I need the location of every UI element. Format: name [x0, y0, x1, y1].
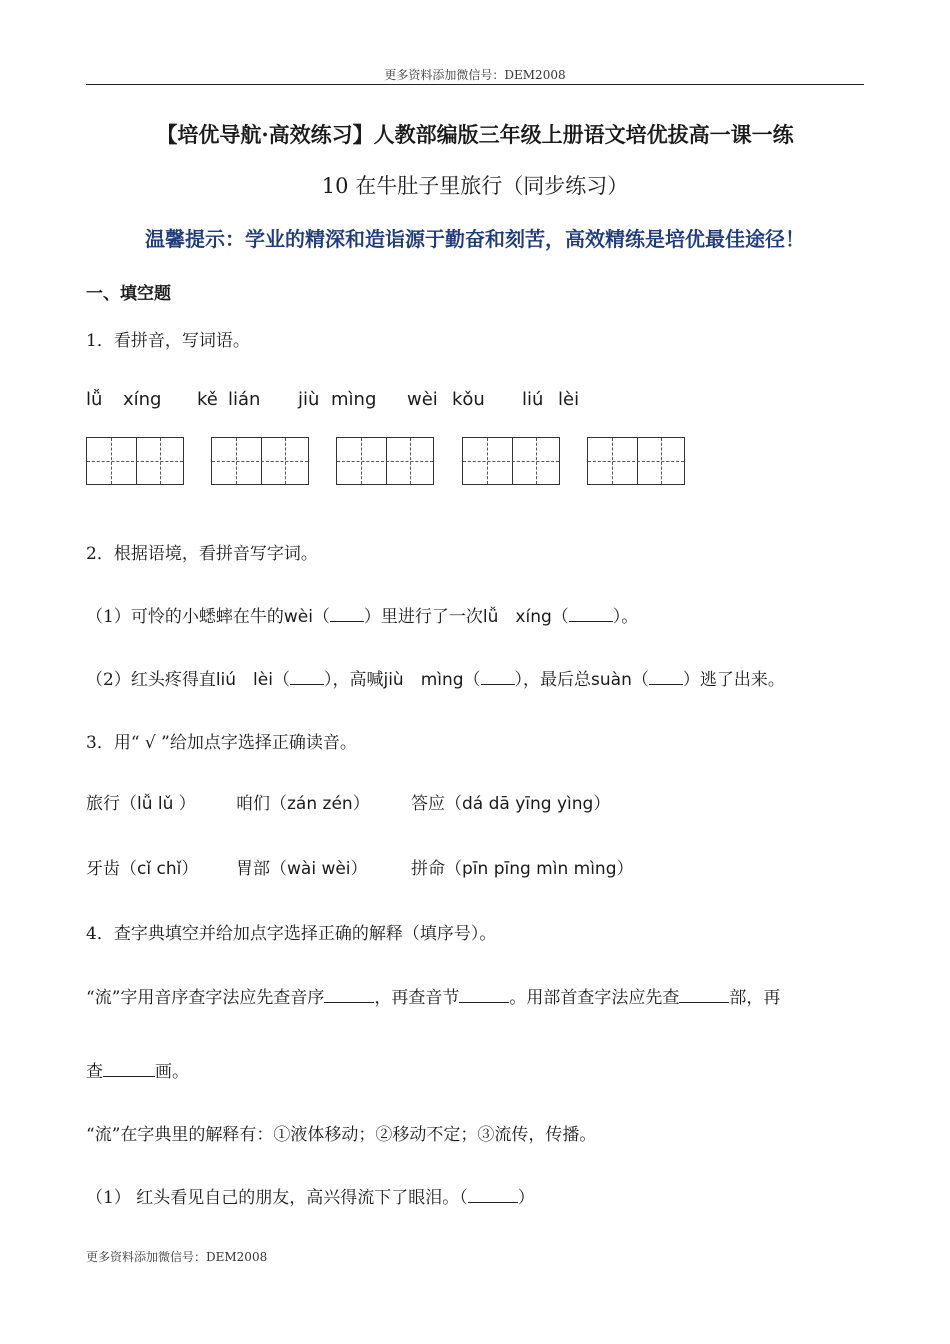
dictionary-meanings: “流”在字典里的解释有：①液体移动；②移动不定；③流传，传播。: [86, 1125, 597, 1145]
question-3-stem: 3．用“ √ ”给加点字选择正确读音。: [86, 733, 357, 753]
question-1-stem: 1．看拼音，写词语。: [86, 331, 250, 351]
header-divider: [86, 84, 864, 85]
pinyin-label: lèi: [558, 389, 580, 410]
writing-grid-box[interactable]: [587, 437, 685, 485]
answer-blank[interactable]: [468, 1187, 518, 1203]
pinyin-label: lián: [228, 389, 261, 410]
tip-banner: 温馨提示：学业的精深和造诣源于勤奋和刻苦，高效精练是培优最佳途径！: [145, 227, 805, 251]
pinyin-label: liú: [522, 389, 544, 410]
answer-blank[interactable]: [481, 669, 515, 685]
answer-blank[interactable]: [459, 987, 509, 1003]
lesson-title: 10 在牛肚子里旅行（同步练习）: [321, 174, 629, 198]
answer-blank[interactable]: [569, 606, 613, 622]
pinyin-label: jiù: [298, 389, 320, 410]
question-4-sub-1: （1） 红头看见自己的朋友，高兴得流下了眼泪。（ ）: [86, 1188, 535, 1208]
answer-blank[interactable]: [649, 669, 683, 685]
pronunciation-choice[interactable]: 咱们（zán zén）: [236, 794, 370, 814]
question-4-stem: 4．查字典填空并给加点字选择正确的解释（填序号）。: [86, 924, 497, 944]
question-4-fill-line-2: 查 画。: [86, 1062, 189, 1082]
pronunciation-choice[interactable]: 牙齿（cǐ chǐ）: [86, 859, 199, 879]
header-note: 更多资料添加微信号：DEM2008: [384, 68, 566, 82]
pinyin-label: kǒu: [452, 389, 485, 410]
answer-blank[interactable]: [324, 987, 374, 1003]
pinyin-label: mìng: [331, 389, 377, 410]
pinyin-label: wèi: [407, 389, 438, 410]
pronunciation-choice[interactable]: 胃部（wài wèi）: [236, 859, 368, 879]
pronunciation-choice[interactable]: 拼命（pīn pīng mìn mìng）: [411, 859, 634, 879]
answer-blank[interactable]: [330, 606, 364, 622]
question-2-item-1: （1）可怜的小蟋蟀在牛的wèi（ ）里进行了一次lǚ xíng（ ）。: [86, 607, 639, 627]
pinyin-label: xíng: [123, 389, 162, 410]
pinyin-label: kě: [197, 389, 218, 410]
answer-blank[interactable]: [103, 1061, 155, 1077]
writing-grid-box[interactable]: [211, 437, 309, 485]
question-4-fill-line-1: “流”字用音序查字法应先查音序 ，再查音节 。用部首查字法应先查 部，再: [86, 988, 781, 1008]
pronunciation-choice[interactable]: 旅行（lǚ lǔ ）: [86, 794, 196, 814]
answer-blank[interactable]: [290, 669, 324, 685]
pinyin-label: lǚ: [86, 389, 103, 410]
writing-grid-box[interactable]: [86, 437, 184, 485]
pronunciation-choice[interactable]: 答应（dá dā yīng yìng）: [411, 794, 611, 814]
footer-note: 更多资料添加微信号：DEM2008: [86, 1250, 268, 1264]
writing-grid-box[interactable]: [336, 437, 434, 485]
answer-blank[interactable]: [679, 987, 729, 1003]
writing-grid-box[interactable]: [462, 437, 560, 485]
document-title: 【培优导航·高效练习】人教部编版三年级上册语文培优拔高一课一练: [156, 122, 794, 147]
question-2-stem: 2．根据语境，看拼音写字词。: [86, 544, 318, 564]
question-2-item-2: （2）红头疼得直liú lèi（ ），高喊jiù mìng（ ），最后总suàn（ ）逃了出来。: [86, 670, 785, 690]
section-heading: 一、填空题: [86, 284, 171, 304]
